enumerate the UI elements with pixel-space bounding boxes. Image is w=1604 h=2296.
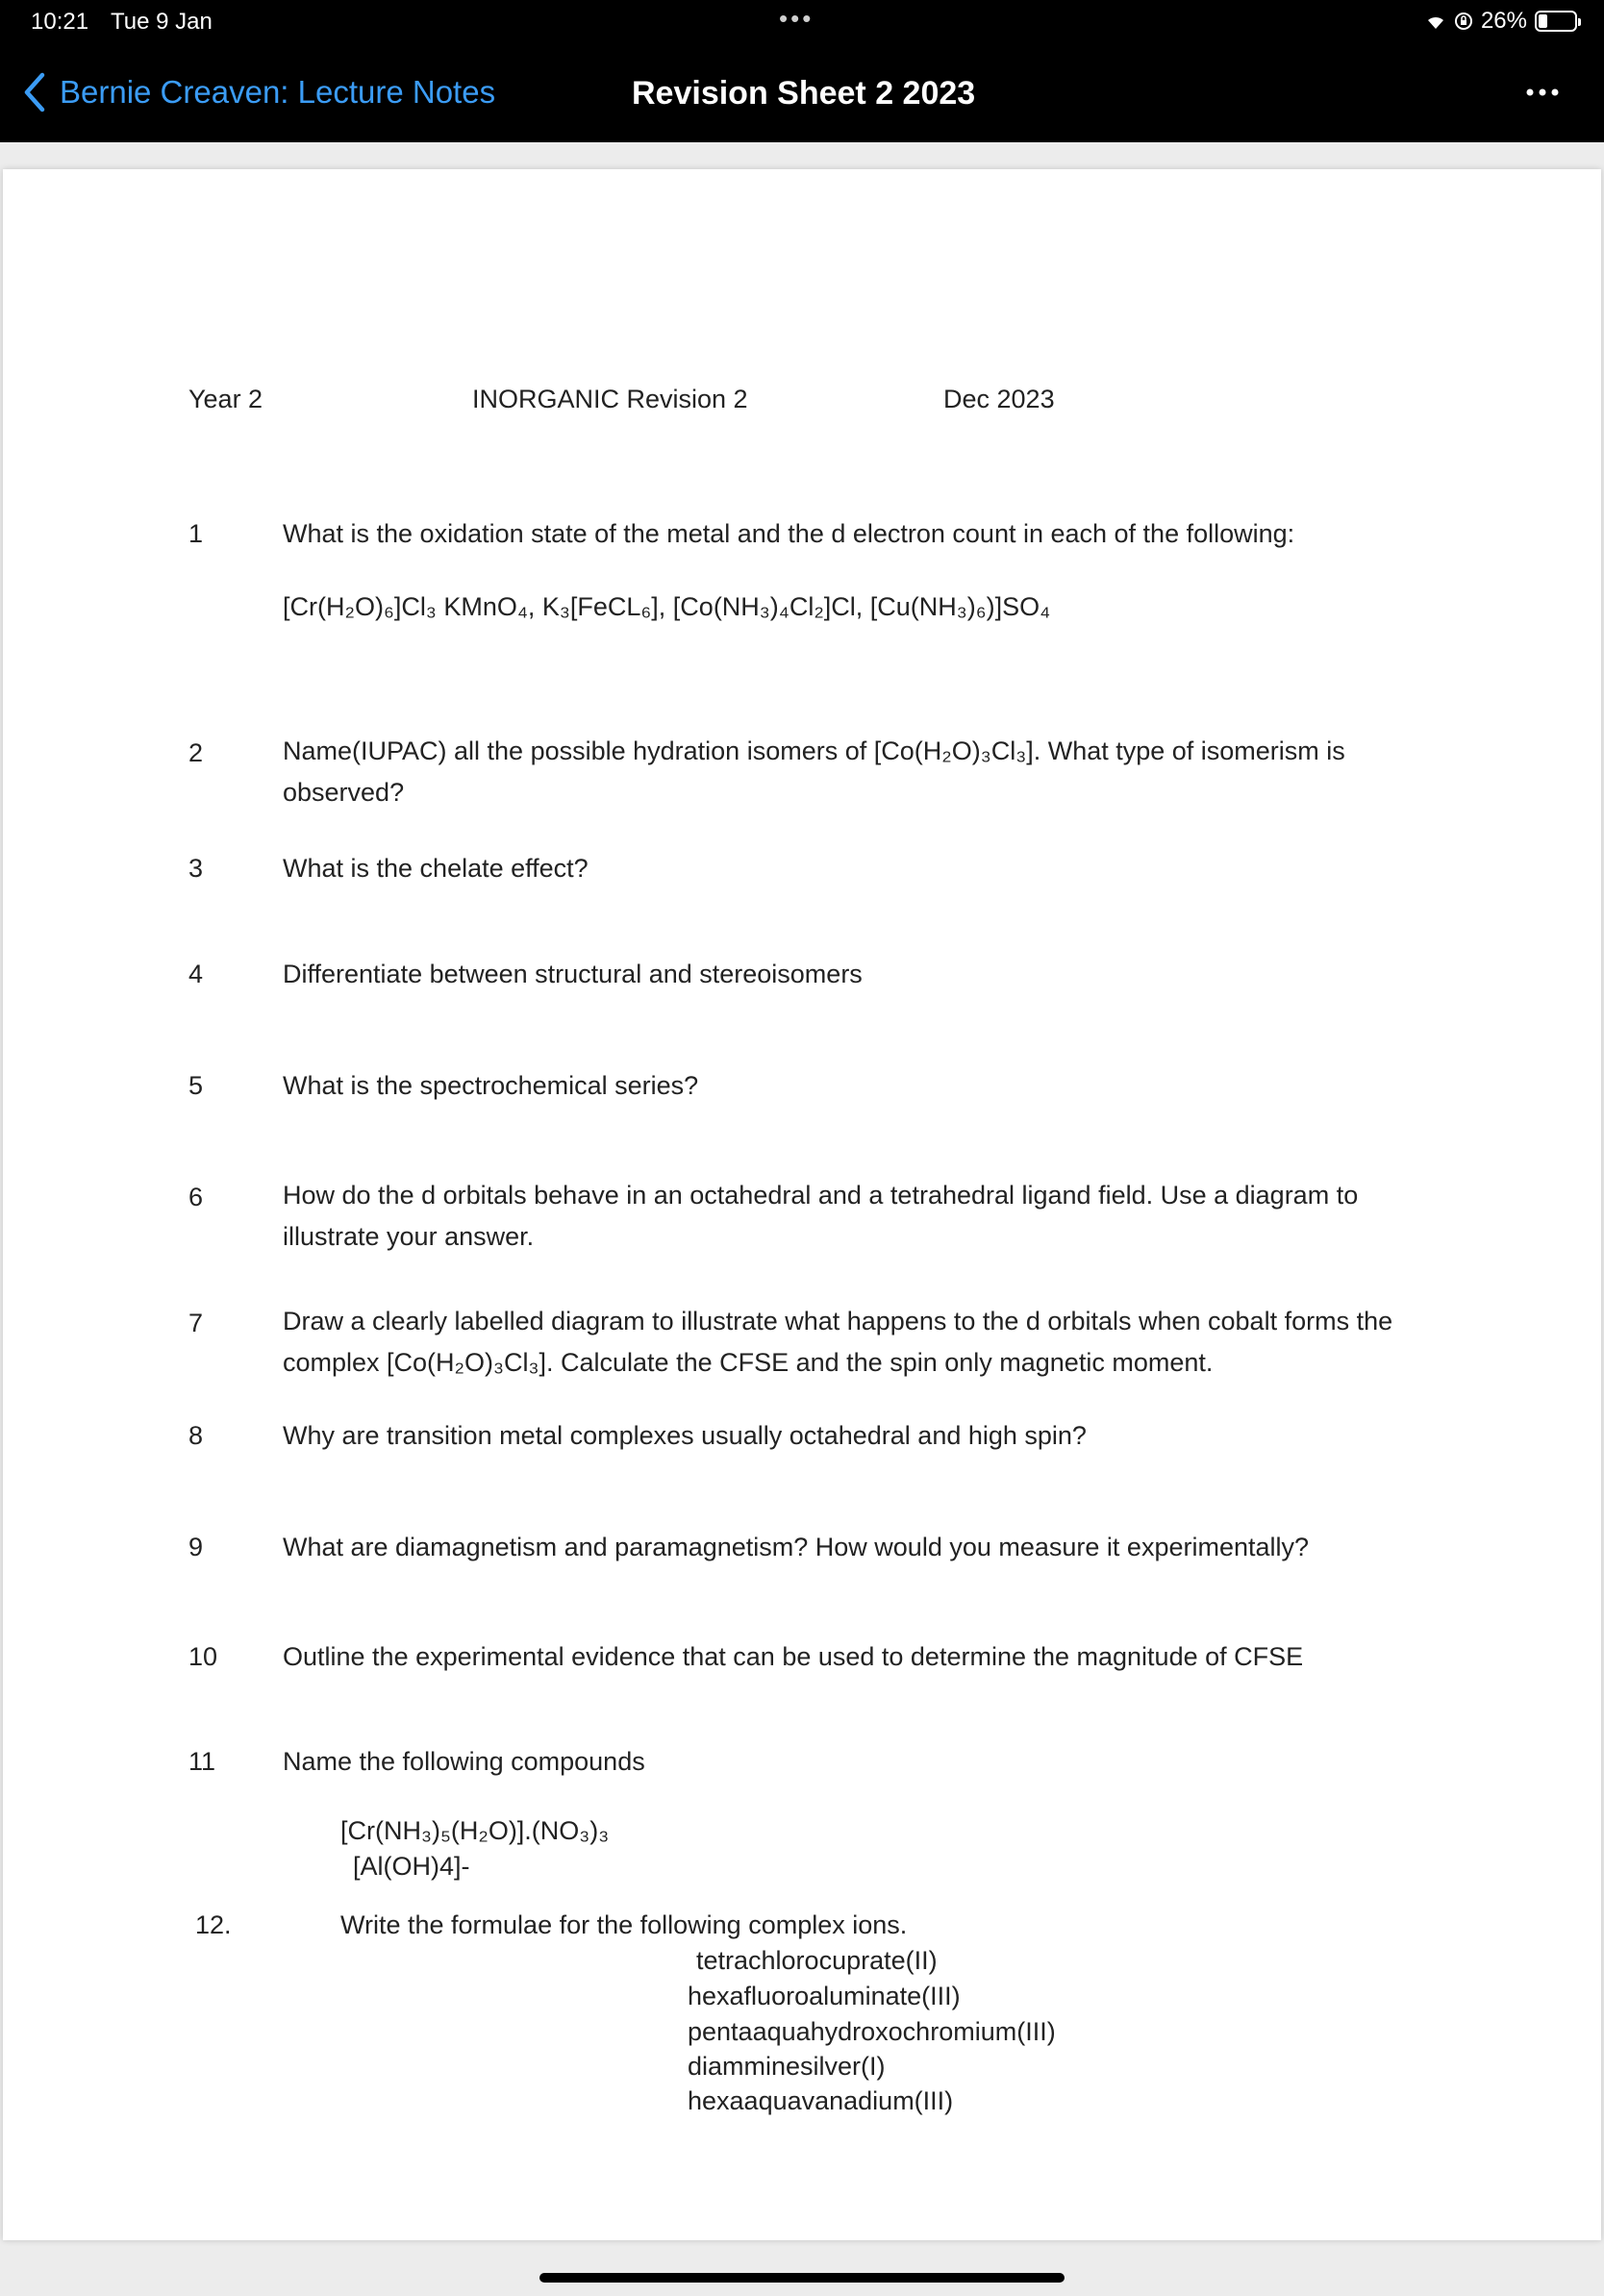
header-year: Year 2 bbox=[188, 385, 263, 413]
header-course: INORGANIC Revision 2 bbox=[472, 385, 748, 413]
question-11-text: Name the following compounds bbox=[283, 1747, 645, 1776]
wifi-icon bbox=[1425, 12, 1446, 30]
question-12-item: tetrachlorocuprate(II) bbox=[696, 1946, 938, 1975]
question-12-item: hexafluoroaluminate(III) bbox=[688, 1982, 961, 2010]
question-number: 7 bbox=[188, 1309, 204, 1337]
question-number: 9 bbox=[188, 1533, 204, 1561]
status-bar bbox=[0, 0, 1604, 46]
home-indicator[interactable] bbox=[539, 2273, 1065, 2283]
document-viewer[interactable] bbox=[0, 142, 1604, 2243]
battery-percent: 26% bbox=[1480, 8, 1527, 34]
question-12-item: pentaaquahydroxochromium(III) bbox=[688, 2017, 1056, 2046]
question-8-text: Why are transition metal complexes usually octahedral and high spin? bbox=[283, 1421, 1087, 1450]
question-number: 1 bbox=[188, 519, 204, 548]
question-10-text: Outline the experimental evidence that can be used to determine the magnitude of CFSE bbox=[283, 1642, 1304, 1671]
multitasking-dots-icon[interactable]: ••• bbox=[779, 4, 815, 33]
question-4-text: Differentiate between structural and stereoisomers bbox=[283, 960, 863, 988]
question-5-text: What is the spectrochemical series? bbox=[283, 1071, 699, 1100]
question-12-text: Write the formulae for the following complex ions. bbox=[340, 1910, 908, 1939]
question-1-text: What is the oxidation state of the metal and the d electron count in each of the following: bbox=[283, 519, 1295, 548]
question-6-text: How do the d orbitals behave in an octahedral and a tetrahedral ligand field. Use a diagram to illustrate your answer. bbox=[283, 1181, 1359, 1251]
document-title: Revision Sheet 2 2023 bbox=[632, 75, 976, 112]
question-12-item: diamminesilver(I) bbox=[688, 2052, 886, 2081]
battery-icon bbox=[1535, 11, 1577, 32]
question-3-text: What is the chelate effect? bbox=[283, 854, 589, 883]
navigation-bar bbox=[0, 46, 1604, 142]
more-options-icon[interactable] bbox=[1523, 73, 1562, 112]
question-1-formulas: [Cr(H₂O)₆]Cl₃ KMnO₄, K₃[FeCL₆], [Co(NH₃)₄Cl₂]Cl, [Cu(NH₃)₆)]SO₄ bbox=[283, 592, 1051, 621]
question-number: 5 bbox=[188, 1071, 204, 1100]
question-number: 12. bbox=[195, 1910, 232, 1939]
question-number: 4 bbox=[188, 960, 204, 988]
question-11-item: [Al(OH)4]- bbox=[353, 1852, 470, 1881]
status-indicators bbox=[1425, 8, 1577, 35]
question-2-text: Name(IUPAC) all the possible hydration isomers of [Co(H₂O)₃Cl₃]. What type of isomerism is observed? bbox=[283, 736, 1345, 807]
question-number: 10 bbox=[188, 1642, 218, 1671]
question-number: 8 bbox=[188, 1421, 204, 1450]
question-7-text: Draw a clearly labelled diagram to illustrate what happens to the d orbitals when cobalt forms the complex [Co(H₂O)₃Cl₃]. Calculate the CFSE and the spin only magnetic moment. bbox=[283, 1307, 1393, 1377]
question-9-text: What are diamagnetism and paramagnetism? How would you measure it experimentally? bbox=[283, 1533, 1310, 1561]
status-time: 10:21 bbox=[31, 9, 89, 35]
header-date: Dec 2023 bbox=[943, 385, 1055, 413]
chevron-left-icon bbox=[21, 71, 48, 113]
orientation-lock-icon bbox=[1454, 12, 1473, 31]
document-page bbox=[3, 169, 1601, 2240]
status-date: Tue 9 Jan bbox=[111, 9, 213, 35]
battery-level bbox=[1539, 14, 1547, 28]
back-button-label: Bernie Creaven: Lecture Notes bbox=[60, 74, 496, 110]
question-number: 3 bbox=[188, 854, 204, 883]
question-number: 2 bbox=[188, 738, 204, 767]
question-12-item: hexaaquavanadium(III) bbox=[688, 2086, 954, 2115]
question-number: 6 bbox=[188, 1183, 204, 1211]
question-11-item: [Cr(NH₃)₅(H₂O)].(NO₃)₃ bbox=[340, 1816, 610, 1845]
question-number: 11 bbox=[188, 1747, 216, 1776]
back-button[interactable] bbox=[21, 71, 495, 113]
